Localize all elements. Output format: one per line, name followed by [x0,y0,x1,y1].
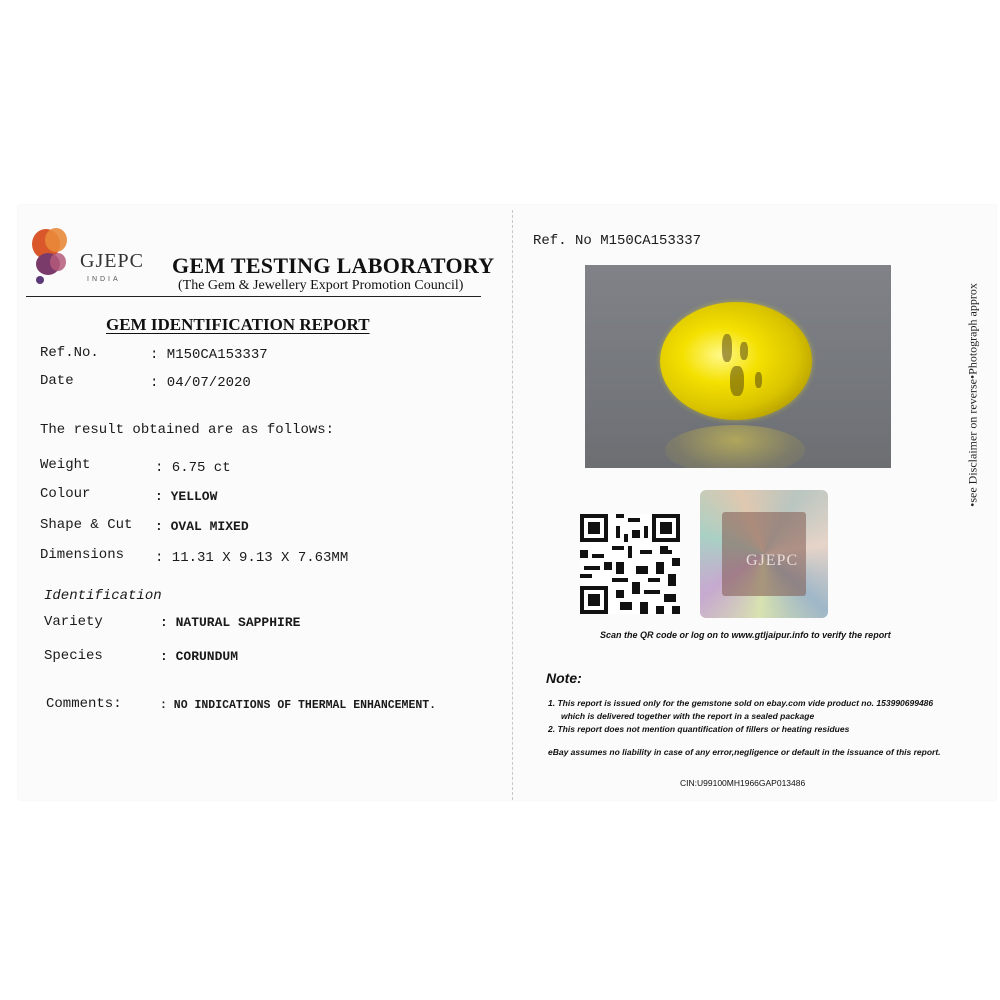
vertical-disclaimer-text: •see Disclaimer on reverse•Photograph approx [965,283,980,507]
weight-value: : 6.75 ct [155,460,231,476]
gemstone-image [660,302,812,420]
shape-label: Shape & Cut [40,517,133,533]
colour-label: Colour [40,486,91,502]
right-ref-number: Ref. No M150CA153337 [533,233,702,249]
weight-label: Weight [40,457,91,473]
qr-code-icon[interactable] [580,514,680,614]
hologram-text: GJEPC [746,552,799,569]
brand-logo-text: GJEPC [80,250,144,272]
species-label: Species [44,648,103,664]
ref-value: : M150CA153337 [150,347,268,363]
comments-label: Comments: [46,696,122,712]
note-1: 1. This report is issued only for the gemstone sold on ebay.com vide product no. 153990699486 [548,698,934,708]
cin-number: CIN:U99100MH1966GAP013486 [680,778,806,788]
date-label: Date [40,373,74,389]
gemstone-photo [585,265,891,468]
colour-value: : YELLOW [155,489,218,504]
header-rule [26,296,481,297]
scan-instructions: Scan the QR code or log on to www.gtljaipur.info to verify the report [600,630,891,640]
dimensions-value: : 11.31 X 9.13 X 7.63MM [155,550,349,566]
variety-value: : NATURAL SAPPHIRE [160,615,301,630]
comments-value: : NO INDICATIONS OF THERMAL ENHANCEMENT. [160,699,437,712]
variety-label: Variety [44,614,103,630]
note-title: Note: [546,670,582,686]
identification-heading: Identification [44,588,162,604]
lab-title: GEM TESTING LABORATORY [172,253,495,278]
note-3: eBay assumes no liability in case of any error,negligence or default in the issuance of this report. [548,747,941,757]
lab-subtitle: (The Gem & Jewellery Export Promotion Council) [178,278,464,293]
result-intro: The result obtained are as follows: [40,422,335,438]
ref-label: Ref.No. [40,345,99,361]
date-value: : 04/07/2020 [150,375,251,391]
shape-value: : OVAL MIXED [155,519,249,534]
vertical-disclaimer [958,245,988,545]
dimensions-label: Dimensions [40,547,125,563]
note-2: 2. This report does not mention quantification of fillers or heating residues [548,724,850,734]
report-title: GEM IDENTIFICATION REPORT [106,315,370,334]
species-value: : CORUNDUM [160,649,239,664]
butterfly-logo-icon [26,226,76,288]
hologram-seal-icon [700,490,828,618]
brand-logo-sub: INDIA [87,276,121,283]
card-divider [512,210,513,800]
note-1-continued: which is delivered together with the report in a sealed package [561,711,815,721]
